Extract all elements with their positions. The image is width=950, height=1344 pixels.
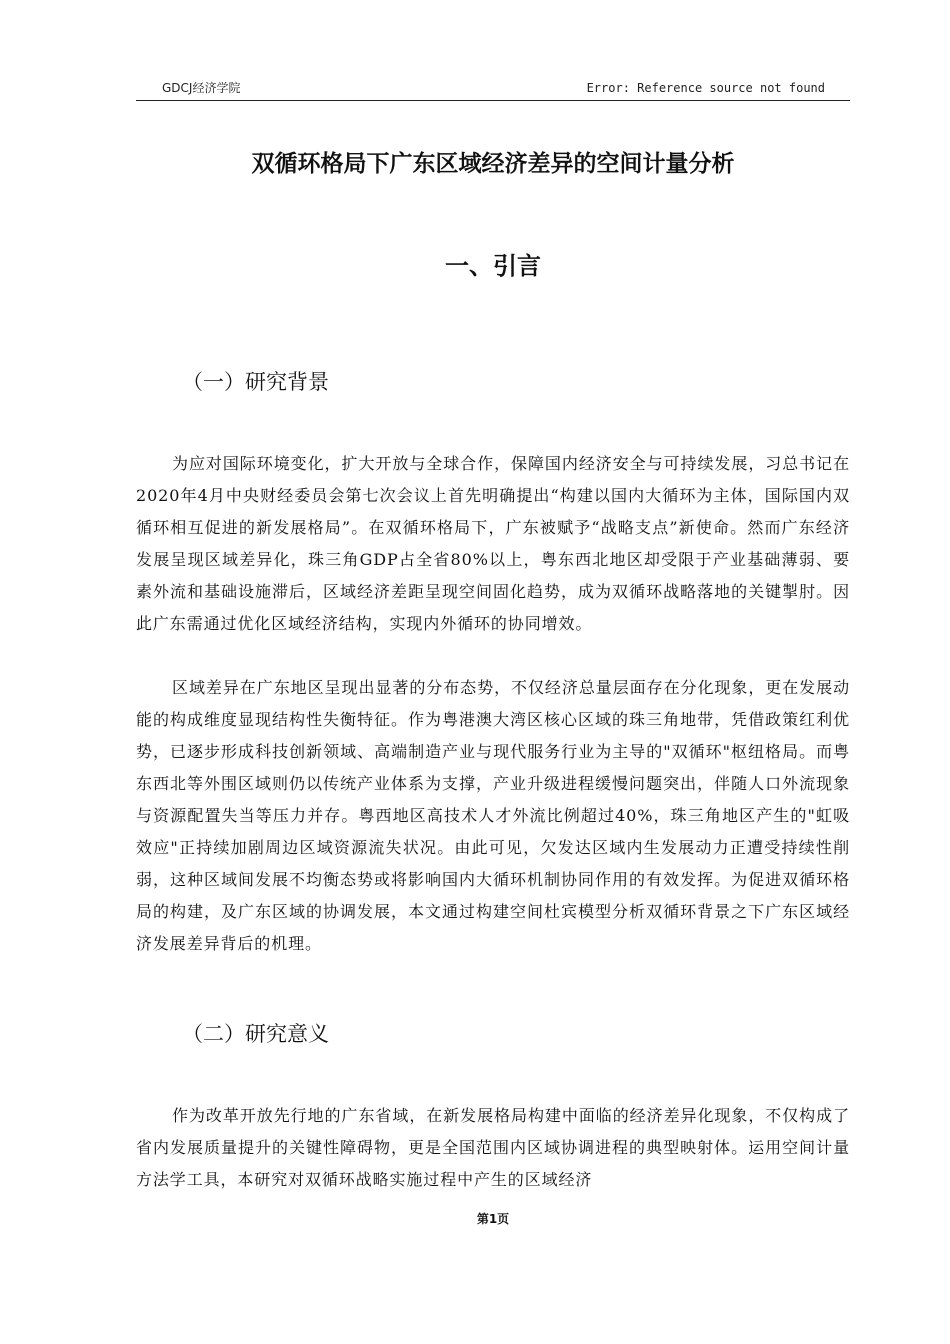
header-divider xyxy=(136,100,850,101)
page-number: 第1页 xyxy=(476,1212,510,1226)
paragraph-background-2: 区域差异在广东地区呈现出显著的分布态势，不仅经济总量层面存在分化现象，更在发展动能的构成维度显现结构性失衡特征。作为粤港澳大湾区核心区域的珠三角地带，凭借政策红利优势，已逐步形成科技创新领域、高端制造产业与现代服务行业为主导的"双循环"枢纽格局。而粤东西北等外围区域则仍以传统产业体系为支撑，产业升级进程缓慢问题突出，伴随人口外流现象与资源配置失当等压力并存。粤西地区高技术人才外流比例超过40%，珠三角地区产生的"虹吸效应"正持续加剧周边区域资源流失状况。由此可见，欠发达区域内生发展动力正遭受持续性削弱，这种区域间发展不均衡态势或将影响国内大循环机制协同作用的有效发挥。为促进双循环格局的构建，及广东区域的协调发展，本文通过构建空间杜宾模型分析双循环背景之下广东区域经济发展差异背后的机理。 xyxy=(136,678,850,953)
paragraph-background-1: 为应对国际环境变化，扩大开放与全球合作，保障国内经济安全与可持续发展，习总书记在2020年4月中央财经委员会第七次会议上首先明确提出“构建以国内大循环为主体，国际国内双循环相互促进的新发展格局”。在双循环格局下，广东被赋予“战略支点”新使命。然而广东经济发展呈现区域差异化，珠三角GDP占全省80%以上，粤东西北地区却受限于产业基础薄弱、要素外流和基础设施滞后，区域经济差距呈现空间固化趋势，成为双循环战略落地的关键掣肘。因此广东需通过优化区域经济结构，实现内外循环的协同增效。 xyxy=(136,454,850,633)
header-left-text: GDCJ经济学院 xyxy=(162,81,241,95)
subheading-research-background: （一）研究背景 xyxy=(182,370,329,394)
paragraph-significance-1: 作为改革开放先行地的广东省域，在新发展格局构建中面临的经济差异化现象，不仅构成了省内发展质量提升的关键性障碍物，更是全国范围内区域协调进程的典型映射体。运用空间计量方法学工具，本研究对双循环战略实施过程中产生的区域经济 xyxy=(136,1106,850,1189)
document-title: 双循环格局下广东区域经济差异的空间计量分析 xyxy=(251,151,735,177)
section-heading-introduction: 一、引言 xyxy=(445,252,541,280)
header-right-text: Error: Reference source not found xyxy=(586,81,825,95)
subheading-research-significance: （二）研究意义 xyxy=(182,1022,329,1046)
